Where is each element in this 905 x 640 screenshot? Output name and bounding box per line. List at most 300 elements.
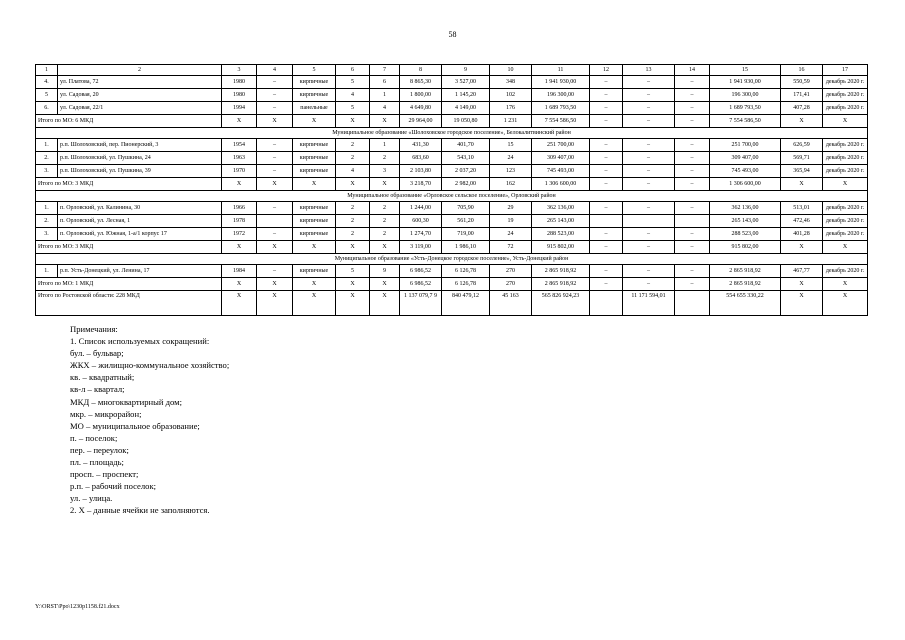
table-cell: 2 037,20 (442, 165, 490, 178)
note-line: п. – поселок; (70, 432, 118, 443)
table-cell: X (823, 291, 868, 316)
table-cell: 6 126,78 (442, 278, 490, 291)
table-cell: п. Орловский, ул. Лесная, 1 (58, 215, 222, 228)
table-cell: X (222, 178, 257, 191)
table-cell: 1984 (222, 265, 257, 278)
table-cell: 2 (336, 152, 370, 165)
table-cell: 72 (490, 241, 532, 254)
table-cell: – (257, 228, 293, 241)
table-cell: – (257, 202, 293, 215)
table-cell: X (222, 115, 257, 128)
table-cell: 251 700,00 (532, 139, 590, 152)
table-cell: кирпичные (293, 165, 336, 178)
table-cell: 1 306 600,00 (710, 178, 781, 191)
table-cell: 565 826 924,23 (532, 291, 590, 316)
table-cell: 6 986,52 (400, 265, 442, 278)
table-cell: 171,41 (781, 89, 823, 102)
note-line: 2. X – данные ячейки не заполняются. (70, 505, 210, 516)
table-cell: X (293, 178, 336, 191)
page-number: 58 (448, 30, 457, 39)
table-cell: панельные (293, 102, 336, 115)
table-cell (590, 215, 623, 228)
table-cell: – (675, 89, 710, 102)
table-cell: 309 407,00 (710, 152, 781, 165)
table-cell: 2 (336, 215, 370, 228)
table-cell: 13 (623, 65, 675, 76)
table-cell: 29 (490, 202, 532, 215)
table-cell: – (257, 76, 293, 89)
table-cell: 123 (490, 165, 532, 178)
table-cell: X (222, 291, 257, 316)
table-cell: 5 (293, 65, 336, 76)
table-cell: – (623, 152, 675, 165)
table-cell: 309 407,00 (532, 152, 590, 165)
table-cell: 1980 (222, 89, 257, 102)
table-cell: Итого по МО: 3 МКД (36, 178, 222, 191)
table-cell: 4 (336, 89, 370, 102)
table-cell: декабрь 2020 г. (823, 165, 868, 178)
table-cell: 600,30 (400, 215, 442, 228)
table-cell: – (590, 241, 623, 254)
table-cell: 745 493,00 (532, 165, 590, 178)
table-cell: 14 (675, 65, 710, 76)
table-cell: X (781, 291, 823, 316)
table-cell: – (590, 139, 623, 152)
table-cell: X (336, 241, 370, 254)
table-cell: – (675, 76, 710, 89)
table-row (36, 89, 868, 102)
table-cell: – (623, 278, 675, 291)
table-cell: 19 (490, 215, 532, 228)
table-cell: X (257, 291, 293, 316)
table-cell: 17 (823, 65, 868, 76)
table-cell: 45 163 (490, 291, 532, 316)
section-title-row (36, 191, 868, 202)
table-cell: декабрь 2020 г. (823, 89, 868, 102)
table-cell: 1 137 079,7 9 (400, 291, 442, 316)
table-cell: X (222, 241, 257, 254)
table-cell: – (675, 178, 710, 191)
table-cell: 1954 (222, 139, 257, 152)
housing-register-table (35, 64, 868, 316)
table-cell: 1972 (222, 228, 257, 241)
table-cell: 3 119,00 (400, 241, 442, 254)
table-cell: X (823, 115, 868, 128)
table-cell: 1963 (222, 152, 257, 165)
table-cell: – (257, 102, 293, 115)
table-cell: – (675, 241, 710, 254)
table-row (36, 265, 868, 278)
table-cell: – (590, 89, 623, 102)
table-cell: 2 (370, 152, 400, 165)
note-line: кв-л – квартал; (70, 384, 125, 395)
table-cell: 1 941 930,00 (710, 76, 781, 89)
table-cell: X (336, 115, 370, 128)
table-cell: X (781, 278, 823, 291)
table-cell: 472,46 (781, 215, 823, 228)
table-cell: – (623, 265, 675, 278)
table-cell: 840 479,12 (442, 291, 490, 316)
table-cell: 1 274,70 (400, 228, 442, 241)
table-cell: – (675, 115, 710, 128)
table-cell: X (257, 278, 293, 291)
section-title-row (36, 254, 868, 265)
note-line: ЖКХ – жилищно-коммунальное хозяйство; (70, 360, 230, 371)
table-cell: 1978 (222, 215, 257, 228)
note-line: мкр. – микрорайон; (70, 408, 142, 419)
table-cell: – (590, 102, 623, 115)
table-cell: X (336, 291, 370, 316)
table-cell: 15 (710, 65, 781, 76)
column-number-row (36, 65, 868, 76)
table-cell: 9 (442, 65, 490, 76)
table-cell: 1994 (222, 102, 257, 115)
table-cell (623, 215, 675, 228)
note-line: пл. – площадь; (70, 457, 124, 468)
table-cell: – (623, 115, 675, 128)
table-cell: 3 (222, 65, 257, 76)
table-cell: 1 231 (490, 115, 532, 128)
table-cell: X (370, 241, 400, 254)
table-cell: X (781, 241, 823, 254)
table-cell: 1 689 793,50 (710, 102, 781, 115)
table-cell: X (823, 241, 868, 254)
table-cell: X (293, 115, 336, 128)
table-cell (257, 215, 293, 228)
table-cell: 1 306 600,00 (532, 178, 590, 191)
table-cell: X (257, 178, 293, 191)
table-cell: Муниципальное образование «Усть-Донецкое городское поселение», Усть-Донецкий район (36, 254, 868, 265)
table-cell: 4 (257, 65, 293, 76)
table-cell: кирпичные (293, 152, 336, 165)
table-cell: 1970 (222, 165, 257, 178)
table-cell: – (590, 278, 623, 291)
table-cell: р.п. Шолоховский, ул. Пушкина, 39 (58, 165, 222, 178)
subtotal-row (36, 178, 868, 191)
table-cell: – (590, 165, 623, 178)
table-cell: 8 (400, 65, 442, 76)
note-line: ул. – улица. (70, 493, 113, 504)
table-cell: – (590, 115, 623, 128)
table-cell: – (623, 202, 675, 215)
table-cell: 16 (781, 65, 823, 76)
table-cell: кирпичные (293, 89, 336, 102)
table-cell: 288 523,00 (532, 228, 590, 241)
table-cell: 2 982,00 (442, 178, 490, 191)
table-cell: декабрь 2020 г. (823, 215, 868, 228)
table-cell: 24 (490, 152, 532, 165)
table-cell: – (590, 265, 623, 278)
table-cell: р.п. Шолоховский, пер. Пионерский, 3 (58, 139, 222, 152)
table-cell: п. Орловский, ул. Калинина, 30 (58, 202, 222, 215)
table-cell: – (590, 152, 623, 165)
table-cell: 1. (36, 265, 58, 278)
table-cell: 1966 (222, 202, 257, 215)
table-cell: – (257, 139, 293, 152)
table-cell: X (293, 278, 336, 291)
table-cell: р.п. Усть-Донецкий, ул. Ленина, 17 (58, 265, 222, 278)
table-cell: 401,28 (781, 228, 823, 241)
table-cell: X (257, 115, 293, 128)
table-cell: декабрь 2020 г. (823, 139, 868, 152)
table-cell: 401,70 (442, 139, 490, 152)
table-cell: X (823, 278, 868, 291)
table-cell: – (623, 178, 675, 191)
table-cell: X (823, 178, 868, 191)
table-cell: кирпичные (293, 215, 336, 228)
table-cell: 1 800,00 (400, 89, 442, 102)
grand-total-row (36, 291, 868, 316)
table-cell: 1 244,00 (400, 202, 442, 215)
table-cell (675, 215, 710, 228)
subtotal-row (36, 115, 868, 128)
table-cell: 5 (336, 102, 370, 115)
table-cell: 5 (336, 265, 370, 278)
table-cell: 6 (370, 76, 400, 89)
table-cell: 2 865 918,92 (710, 265, 781, 278)
table-cell: 3 218,70 (400, 178, 442, 191)
table-row (36, 152, 868, 165)
table-row (36, 76, 868, 89)
table-cell: декабрь 2020 г. (823, 152, 868, 165)
table-cell: X (336, 178, 370, 191)
table-cell: кирпичные (293, 265, 336, 278)
table-cell: 1 145,20 (442, 89, 490, 102)
table-cell: 102 (490, 89, 532, 102)
table-cell: – (623, 228, 675, 241)
table-cell: 12 (590, 65, 623, 76)
table-cell: декабрь 2020 г. (823, 102, 868, 115)
table-cell: X (781, 115, 823, 128)
table-cell: X (336, 278, 370, 291)
table-cell: 915 802,00 (532, 241, 590, 254)
table-cell: – (675, 202, 710, 215)
table-cell: 407,28 (781, 102, 823, 115)
table-cell: 2 103,80 (400, 165, 442, 178)
note-line: МКД – многоквартирный дом; (70, 396, 182, 407)
document-path: Y:\ORST\Ppo\1230p1158.f21.docx (35, 604, 120, 610)
table-row (36, 215, 868, 228)
table-cell: – (623, 165, 675, 178)
table-cell: – (257, 165, 293, 178)
table-cell: 11 (532, 65, 590, 76)
table-cell: 5 (36, 89, 58, 102)
table-cell (675, 291, 710, 316)
table-cell: 265 143,00 (710, 215, 781, 228)
table-cell: 1 (370, 139, 400, 152)
table-cell: р.п. Шолоховский, ул. Пушкина, 24 (58, 152, 222, 165)
table-cell: 362 136,00 (532, 202, 590, 215)
table-cell: – (675, 265, 710, 278)
table-cell: – (590, 202, 623, 215)
table-cell: декабрь 2020 г. (823, 265, 868, 278)
section-title-row (36, 128, 868, 139)
table-cell: – (675, 228, 710, 241)
table-cell: декабрь 2020 г. (823, 202, 868, 215)
table-cell: – (675, 139, 710, 152)
table-cell: 2 (336, 228, 370, 241)
table-cell: ул. Платова, 72 (58, 76, 222, 89)
table-cell (590, 291, 623, 316)
table-cell: 4 649,80 (400, 102, 442, 115)
table-cell: – (623, 89, 675, 102)
table-cell: Итого по МО: 1 МКД (36, 278, 222, 291)
table-cell: – (675, 278, 710, 291)
table-cell: кирпичные (293, 228, 336, 241)
table-cell: – (257, 152, 293, 165)
table-cell: Итого по МО: 6 МКД (36, 115, 222, 128)
table-cell: 196 300,00 (532, 89, 590, 102)
table-cell: 1 941 930,00 (532, 76, 590, 89)
table-cell: 7 (370, 65, 400, 76)
table-cell: 162 (490, 178, 532, 191)
table-cell: X (370, 291, 400, 316)
table-cell: п. Орловский, ул. Южная, 1-а/1 корпус 17 (58, 228, 222, 241)
table-cell: 745 493,00 (710, 165, 781, 178)
table-cell: 431,30 (400, 139, 442, 152)
table-cell: 15 (490, 139, 532, 152)
table-cell: 265 143,00 (532, 215, 590, 228)
table-cell: 11 171 594,01 (623, 291, 675, 316)
table-cell: 362 136,00 (710, 202, 781, 215)
note-line: кв. – квадратный; (70, 372, 135, 383)
table-cell: 348 (490, 76, 532, 89)
table-cell: 1 (36, 65, 58, 76)
table-cell: X (781, 178, 823, 191)
table-cell: 2 (58, 65, 222, 76)
table-cell: X (257, 241, 293, 254)
table-cell: Итого по МО: 3 МКД (36, 241, 222, 254)
table-cell: – (590, 178, 623, 191)
table-cell: – (675, 152, 710, 165)
table-cell: 2 (370, 228, 400, 241)
table-cell: 4. (36, 76, 58, 89)
table-cell: 1 986,10 (442, 241, 490, 254)
table-cell: 9 (370, 265, 400, 278)
table-cell: 2 (370, 202, 400, 215)
table-cell: 719,00 (442, 228, 490, 241)
table-cell: X (370, 278, 400, 291)
table-cell: 196 300,00 (710, 89, 781, 102)
table-cell: 1 (370, 89, 400, 102)
table-cell: декабрь 2020 г. (823, 228, 868, 241)
table-cell: кирпичные (293, 76, 336, 89)
table-row (36, 102, 868, 115)
table-cell: Муниципальное образование «Шолоховское городское поселение», Белокалитвинский район (36, 128, 868, 139)
table-cell: – (623, 241, 675, 254)
table-cell: 6 986,52 (400, 278, 442, 291)
note-line: бул. – бульвар; (70, 348, 124, 359)
table-cell: 683,60 (400, 152, 442, 165)
table-row (36, 165, 868, 178)
table-cell: – (257, 89, 293, 102)
table-cell: 3 527,00 (442, 76, 490, 89)
table-cell: 561,20 (442, 215, 490, 228)
table-cell: 1980 (222, 76, 257, 89)
table-cell: X (370, 115, 400, 128)
table-cell: 543,10 (442, 152, 490, 165)
table-cell: 270 (490, 265, 532, 278)
table-cell: X (222, 278, 257, 291)
note-line: 1. Список используемых сокращений: (70, 336, 210, 347)
note-line: МО – муниципальное образование; (70, 420, 200, 431)
table-cell: 626,59 (781, 139, 823, 152)
table-cell: Муниципальное образование «Орловское сельское поселение», Орловский район (36, 191, 868, 202)
table-cell: декабрь 2020 г. (823, 76, 868, 89)
table-cell: X (370, 178, 400, 191)
subtotal-row (36, 241, 868, 254)
table-cell: 1 689 793,50 (532, 102, 590, 115)
table-cell: 915 802,00 (710, 241, 781, 254)
table-cell: 550,59 (781, 76, 823, 89)
table-cell: ул. Садовая, 22/1 (58, 102, 222, 115)
table-cell: 10 (490, 65, 532, 76)
table-cell: – (675, 102, 710, 115)
table-cell: 2. (36, 215, 58, 228)
table-cell: X (293, 291, 336, 316)
table-cell: 1. (36, 202, 58, 215)
table-cell: 251 700,00 (710, 139, 781, 152)
table-cell: 3. (36, 165, 58, 178)
table-cell: 1. (36, 139, 58, 152)
table-cell: 2 (336, 202, 370, 215)
table-cell: 288 523,00 (710, 228, 781, 241)
table-cell: 4 149,00 (442, 102, 490, 115)
note-line: просп. – проспект; (70, 469, 139, 480)
table-cell: 7 554 586,50 (710, 115, 781, 128)
table-cell: 3. (36, 228, 58, 241)
notes-heading: Примечания: (70, 324, 118, 334)
table-cell: 3 (370, 165, 400, 178)
table-cell: ул. Садовая, 20 (58, 89, 222, 102)
table-cell: 2 865 918,92 (532, 265, 590, 278)
table-cell: 6 126,78 (442, 265, 490, 278)
table-cell: 569,71 (781, 152, 823, 165)
table-cell: 2 (336, 139, 370, 152)
table-cell: 705,90 (442, 202, 490, 215)
table-cell: – (590, 76, 623, 89)
table-cell: 8 865,30 (400, 76, 442, 89)
table-cell: 467,77 (781, 265, 823, 278)
table-cell: – (675, 165, 710, 178)
table-cell: – (623, 102, 675, 115)
table-cell: X (293, 241, 336, 254)
table-cell: 2 865 918,92 (532, 278, 590, 291)
table-cell: 5 (336, 76, 370, 89)
table-cell: 19 050,80 (442, 115, 490, 128)
table-cell: 2 (370, 215, 400, 228)
table-cell: – (623, 76, 675, 89)
table-cell: 2 865 918,92 (710, 278, 781, 291)
table-cell: 24 (490, 228, 532, 241)
note-line: пер. – переулок; (70, 444, 129, 455)
table-cell: 270 (490, 278, 532, 291)
table-cell: 7 554 586,50 (532, 115, 590, 128)
table-cell: – (590, 228, 623, 241)
table-cell: 4 (370, 102, 400, 115)
table-cell: Итого по Ростовской области: 228 МКД (36, 291, 222, 316)
table-cell: кирпичные (293, 139, 336, 152)
table-cell: 4 (336, 165, 370, 178)
note-line: р.п. – рабочий поселок; (70, 481, 157, 492)
table-row (36, 139, 868, 152)
table-cell: 554 655 330,22 (710, 291, 781, 316)
table-cell: 365,94 (781, 165, 823, 178)
table-cell: 6. (36, 102, 58, 115)
table-cell: – (257, 265, 293, 278)
table-row (36, 202, 868, 215)
table-cell: 2. (36, 152, 58, 165)
